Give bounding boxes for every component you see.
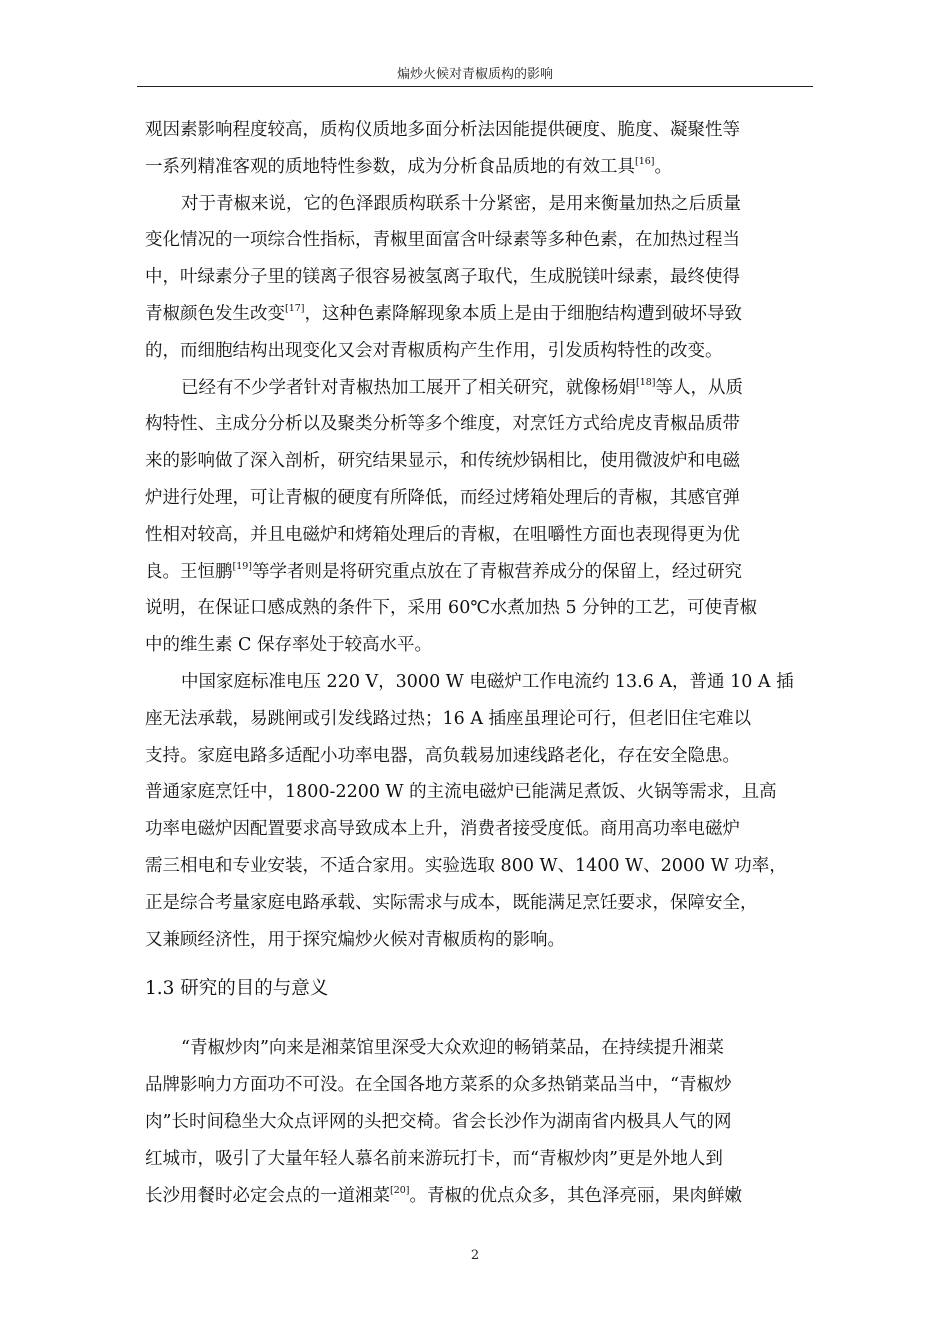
text-segment: 中国家庭标准电压 220 V，3000 W 电磁炉工作电流约 13.6 A，普通 10 A 插 [181, 671, 794, 692]
citation-superscript: [18] [636, 376, 656, 388]
text-segment: 又兼顾经济性，用于探究煸炒火候对青椒质构的影响。 [145, 929, 565, 950]
text-line [145, 738, 809, 775]
text-line [145, 701, 809, 738]
text-line [145, 149, 809, 186]
text-line [145, 811, 809, 848]
text-segment: 已经有不少学者针对青椒热加工展开了相关研究，就像杨娟 [181, 377, 636, 398]
text-segment: 长沙用餐时必定会点的一道湘菜 [145, 1185, 390, 1206]
paragraph [145, 664, 809, 958]
text-line [145, 259, 809, 296]
text-line [145, 186, 809, 223]
page-number: 2 [470, 1248, 480, 1263]
text-segment: 一系列精准客观的质地特性参数，成为分析食品质地的有效工具 [145, 156, 635, 177]
citation-superscript: [17] [285, 302, 305, 314]
text-line [145, 885, 809, 922]
text-line [145, 922, 809, 959]
text-line [145, 590, 809, 627]
text-segment: 正是综合考量家庭电路承载、实际需求与成本，既能满足烹饪要求，保障安全， [145, 892, 758, 913]
text-segment: 观因素影响程度较高，质构仪质地多面分析法因能提供硬度、脆度、凝聚性等 [145, 120, 740, 140]
text-segment: 来的影响做了深入剖析，研究结果显示，和传统炒锅相比，使用微波炉和电磁 [145, 451, 740, 472]
paragraph [145, 186, 809, 370]
header-rule [137, 86, 813, 87]
section-heading: 1.3 研究的目的与意义 [145, 978, 329, 1000]
text-line [145, 112, 809, 149]
text-line [145, 406, 809, 443]
text-line [145, 1104, 809, 1141]
text-line [145, 664, 809, 701]
text-segment: 普通家庭烹饪中，1800-2200 W 的主流电磁炉已能满足煮饭、火锅等需求，且高 [145, 782, 777, 803]
text-segment: 良。王恒鹏 [145, 561, 233, 582]
text-segment: ，这种色素降解现象本质上是由于细胞结构遭到破坏导致 [304, 303, 743, 324]
paragraphs-before-heading [145, 112, 809, 958]
text-segment: 构特性、主成分分析以及聚类分析等多个维度，对烹饪方式给虎皮青椒品质带 [145, 414, 740, 435]
text-segment: 支持。家庭电路多适配小功率电器，高负载易加速线路老化，存在安全隐患。 [145, 745, 740, 766]
text-segment: 。 [654, 156, 673, 177]
text-segment: 的，而细胞结构出现变化又会对青椒质构产生作用，引发质构特性的改变。 [145, 340, 723, 361]
text-segment: 红城市，吸引了大量年轻人慕名前来游玩打卡，而“青椒炒肉”更是外地人到 [145, 1148, 723, 1169]
text-line [145, 517, 809, 554]
citation-superscript: [16] [635, 155, 655, 167]
text-line [145, 333, 809, 370]
text-segment: “青椒炒肉”向来是湘菜馆里深受大众欢迎的畅销菜品，在持续提升湘菜 [181, 1038, 724, 1059]
text-line [145, 370, 809, 407]
text-line [145, 774, 809, 811]
text-segment: 。青椒的优点众多，其色泽亮丽，果肉鲜嫩 [409, 1185, 743, 1206]
paragraph [145, 1030, 809, 1214]
text-segment: 对于青椒来说，它的色泽跟质构联系十分紧密，是用来衡量加热之后质量 [181, 193, 741, 214]
citation-superscript: [20] [390, 1184, 410, 1196]
text-line [145, 554, 809, 591]
text-segment: 中的维生素 C 保存率处于较高水平。 [145, 635, 433, 656]
running-header: 煸炒火候对青椒质构的影响 [396, 67, 553, 82]
text-line [145, 296, 809, 333]
text-line [145, 627, 809, 664]
text-line [145, 443, 809, 480]
text-segment: 中，叶绿素分子里的镁离子很容易被氢离子取代，生成脱镁叶绿素，最终使得 [145, 267, 740, 288]
text-segment: 座无法承载，易跳闸或引发线路过热；16 A 插座虽理论可行，但老旧住宅难以 [145, 708, 752, 729]
text-line [145, 848, 809, 885]
text-line [145, 1178, 809, 1215]
text-segment: 品牌影响力方面功不可没。在全国各地方菜系的众多热销菜品当中，“青椒炒 [145, 1075, 732, 1096]
text-line [145, 1141, 809, 1178]
text-segment: 性相对较高，并且电磁炉和烤箱处理后的青椒，在咀嚼性方面也表现得更为优 [145, 524, 740, 545]
text-segment: 肉”长时间稳坐大众点评网的头把交椅。省会长沙作为湖南省内极具人气的网 [145, 1111, 732, 1132]
text-line [145, 222, 809, 259]
text-segment: 需三相电和专业安装，不适合家用。实验选取 800 W、1400 W、2000 W 功率， [145, 855, 787, 876]
paragraph [145, 112, 809, 186]
text-line [145, 1030, 809, 1067]
text-segment: 青椒颜色发生改变 [145, 303, 285, 324]
citation-superscript: [19] [232, 560, 253, 572]
text-segment: 等学者则是将研究重点放在了青椒营养成分的保留上，经过研究 [252, 561, 743, 582]
text-line [145, 480, 809, 517]
document-body [145, 112, 809, 1214]
text-segment: 等人，从质 [655, 377, 744, 398]
paragraph [145, 370, 809, 664]
text-segment: 说明，在保证口感成熟的条件下，采用 60℃水煮加热 5 分钟的工艺，可使青椒 [145, 598, 758, 619]
text-segment: 炉进行处理，可让青椒的硬度有所降低，而经过烤箱处理后的青椒，其感官弹 [145, 487, 740, 508]
text-segment: 变化情况的一项综合性指标，青椒里面富含叶绿素等多种色素，在加热过程当 [145, 230, 740, 251]
text-line [145, 1067, 809, 1104]
text-segment: 功率电磁炉因配置要求高导致成本上升，消费者接受度低。商用高功率电磁炉 [145, 819, 740, 840]
paragraphs-after-heading [145, 1030, 809, 1214]
